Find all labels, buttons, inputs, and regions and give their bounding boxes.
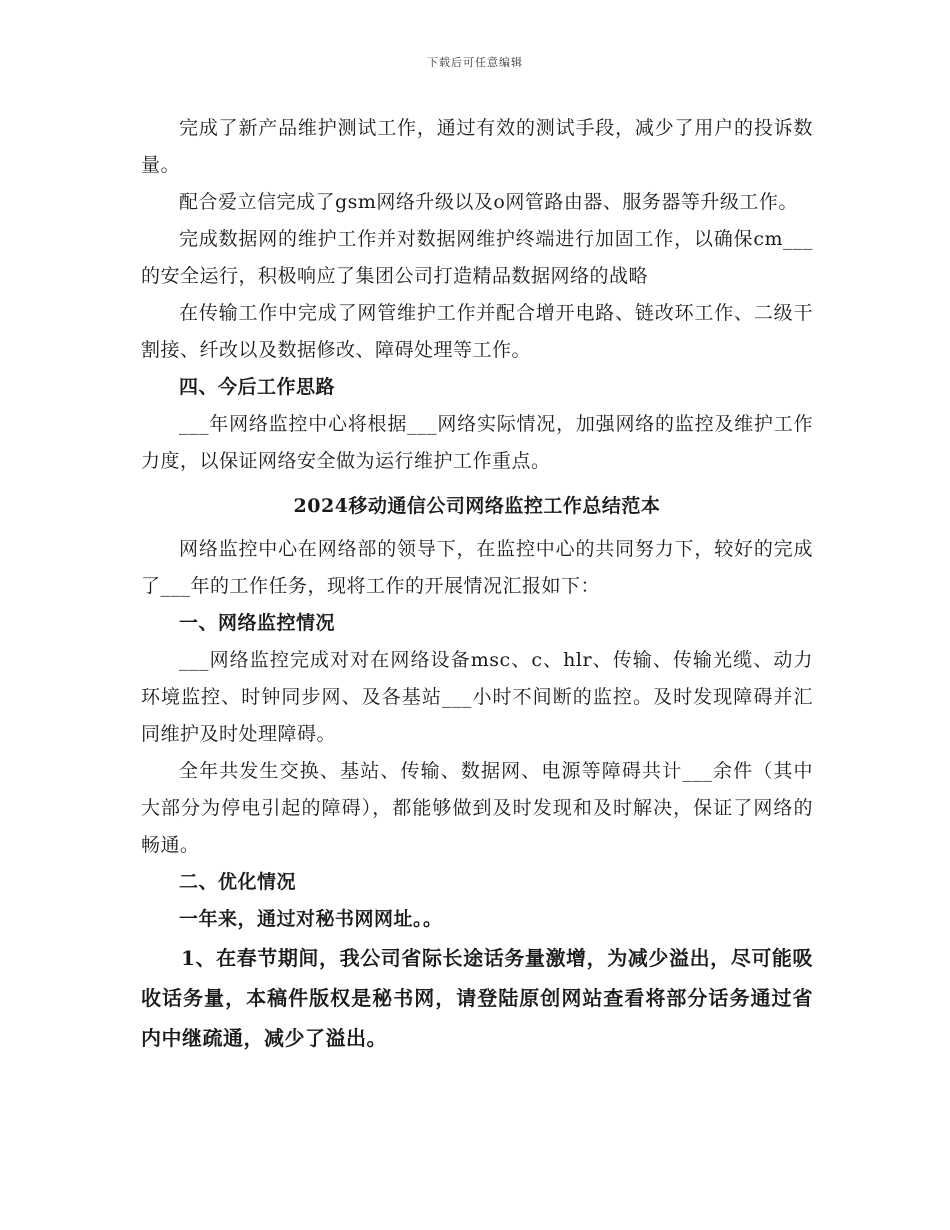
paragraph-intro: 网络监控中心在网络部的领导下，在监控中心的共同努力下，较好的完成了___年的工作任务，现将工作的开展情况汇报如下： — [141, 538, 813, 597]
page-header-note: 下载后可任意编辑 — [427, 56, 523, 69]
document-body — [141, 110, 813, 1058]
paragraph-monitoring-scope: ___网络监控完成对对在网络设备msc、c、hlr、传输、传输光缆、动力环境监控、时钟同步网、及各基站___小时不间断的监控。及时发现障碍并汇同维护及时处理障碍。 — [141, 649, 813, 745]
heading-future-plans: 四、今后工作思路 — [179, 376, 336, 398]
paragraph-fault-statistics: 全年共发生交换、基站、传输、数据网、电源等障碍共计___余件（其中大部分为停电引起的障碍），都能够做到及时发现和及时解决，保证了网络的畅通。 — [141, 760, 813, 856]
paragraph-optimization-lead: 一年来，通过对秘书网网址。。 — [179, 908, 443, 930]
heading-network-monitoring: 一、网络监控情况 — [179, 612, 336, 634]
paragraph-data-network-maintenance: 完成数据网的维护工作并对数据网维护终端进行加固工作，以确保cm___的安全运行，积极响应了集团公司打造精品数据网络的战略 — [141, 228, 813, 287]
paragraph-optimization-item-1: 1、在春节期间，我公司省际长途话务量激增，为减少溢出，尽可能吸收话务量，本稿件版权是秘书网，请登陆原创网站查看将部分话务通过省内中继疏通，减少了溢出。 — [141, 946, 813, 1050]
heading-optimization: 二、优化情况 — [179, 871, 297, 893]
paragraph-transmission-work: 在传输工作中完成了网管维护工作并配合增开电路、链改环工作、二级干割接、纤改以及数据修改、障碍处理等工作。 — [141, 302, 813, 361]
document-title: 2024移动通信公司网络监控工作总结范本 — [293, 495, 661, 517]
paragraph-new-product-testing: 完成了新产品维护测试工作，通过有效的测试手段，减少了用户的投诉数量。 — [141, 117, 813, 176]
paragraph-future-plans: ___年网络监控中心将根据___网络实际情况，加强网络的监控及维护工作力度，以保证网络安全做为运行维护工作重点。 — [141, 413, 813, 472]
paragraph-ericsson-upgrade: 配合爱立信完成了gsm网络升级以及o网管路由器、服务器等升级工作。 — [179, 191, 798, 213]
